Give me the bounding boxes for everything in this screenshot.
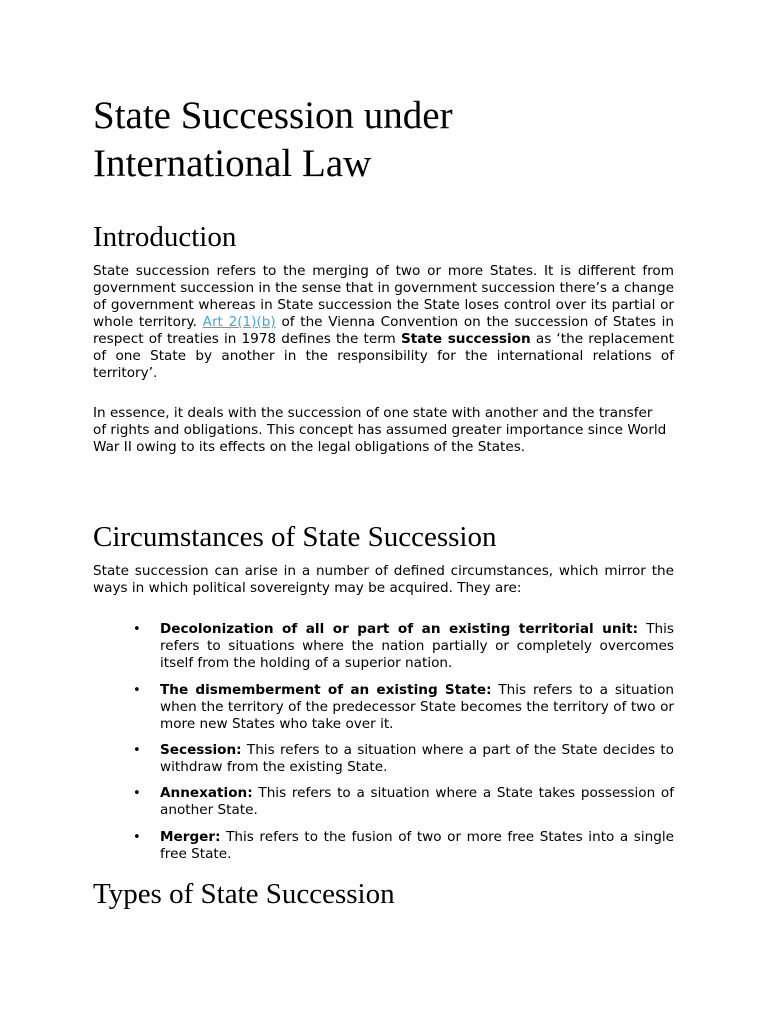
intro-paragraph-1-text-c: as ‘the replacement of one State by another in the responsibility for the international relations of territory’.	[93, 331, 674, 381]
list-item-text	[160, 785, 674, 819]
list-item	[133, 829, 674, 863]
bullet-icon: •	[133, 786, 141, 801]
list-item	[133, 742, 674, 776]
list-item-text	[160, 682, 674, 733]
heading-introduction: Introduction	[93, 221, 237, 253]
circumstances-intro: State succession can arise in a number of defined circumstances, which mirror the ways in which political sovereignty may be acquired. They are:	[93, 563, 674, 596]
bullet-icon: •	[133, 683, 141, 698]
list-item-term: Secession:	[160, 742, 242, 758]
intro-paragraph-1	[93, 263, 674, 382]
intro-paragraph-2-block	[93, 405, 669, 456]
list-item-term: Annexation:	[160, 785, 253, 801]
article-link[interactable]: Art 2(1)(b)	[202, 314, 276, 330]
list-item-text	[160, 621, 674, 672]
list-item-term: Merger:	[160, 829, 221, 845]
heading-circumstances: Circumstances of State Succession	[93, 521, 497, 553]
list-item-term: Decolonization of all or part of an existing territorial unit:	[160, 621, 639, 637]
intro-paragraph-1-text-b: of the Vienna Convention on the succession of States in respect of treaties in 1978 defines the term	[93, 314, 674, 347]
list-item-description: This refers to situations where the nation partially or completely overcomes itself from the holding of a superior nation.	[160, 621, 674, 671]
list-item-description: This refers to a situation where a part of the State decides to withdraw from the existing State.	[160, 742, 675, 775]
intro-paragraph-1-text-a: State succession refers to the merging of two or more States. It is different from government succession in the sense that in government succession there’s a change of government whereas in State succession the State loses control over its partial or whole territory.	[93, 263, 674, 330]
intro-paragraph-1-block	[93, 263, 674, 382]
bullet-icon: •	[133, 830, 141, 845]
list-item-description: This refers to a situation when the territory of the predecessor State becomes the territory of two or more new States who take over it.	[160, 682, 674, 732]
intro-paragraph-1-bold-term: State succession	[400, 331, 531, 347]
list-item	[133, 621, 674, 672]
heading-types: Types of State Succession	[93, 878, 395, 910]
bullet-icon: •	[133, 743, 141, 758]
list-item-description: This refers to a situation where a State takes possession of another State.	[160, 785, 675, 818]
bullet-icon: •	[133, 622, 141, 637]
list-item-term: The dismemberment of an existing State:	[160, 682, 492, 698]
document-title: State Succession under International Law	[93, 94, 453, 185]
intro-paragraph-2: In essence, it deals with the succession of one state with another and the transfer of rights and obligations. This concept has assumed greater importance since World War II owing to its effects on the legal obligations of the States.	[93, 405, 667, 455]
circumstances-intro-block	[93, 563, 674, 597]
list-item-text	[160, 742, 674, 776]
list-item-description: This refers to the fusion of two or more free States into a single free State.	[160, 829, 674, 862]
list-item	[133, 682, 674, 733]
list-item-text	[160, 829, 674, 863]
list-item	[133, 785, 674, 819]
